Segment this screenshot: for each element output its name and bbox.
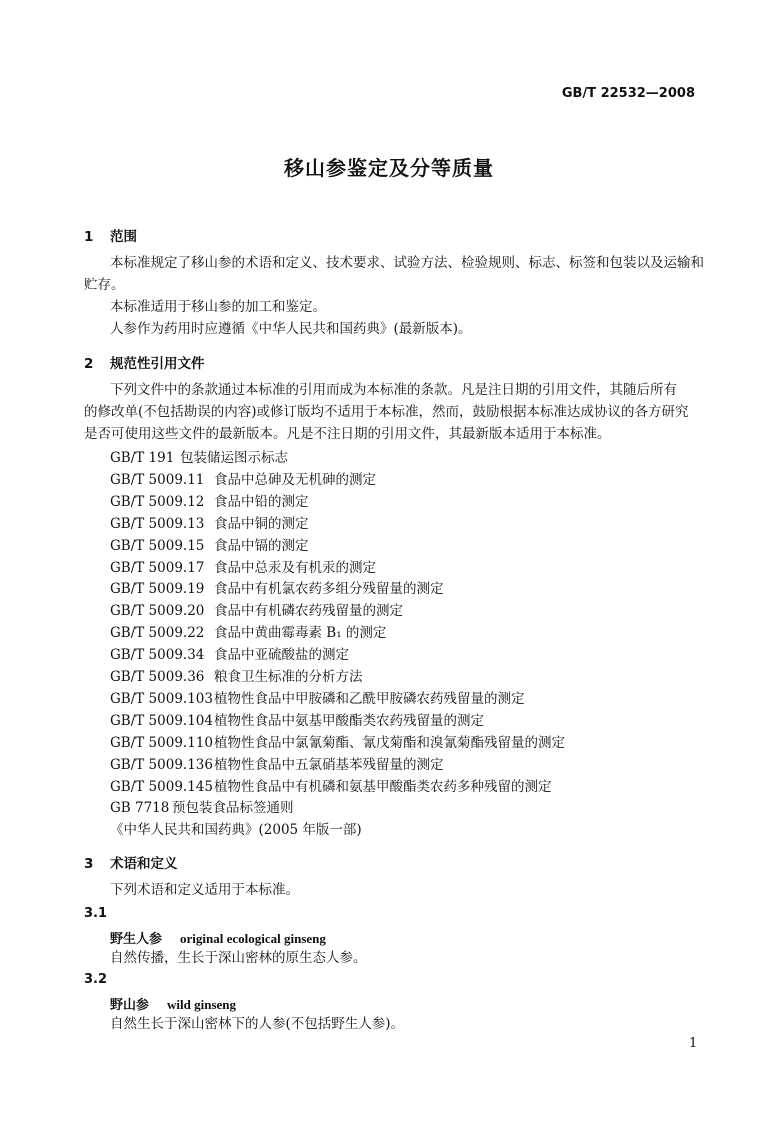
reference-item — [110, 796, 294, 816]
reference-title: 植物性食品中氨基甲酸酯类农药残留量的测定 — [214, 712, 484, 729]
reference-code: GB/T 5009.103 — [110, 690, 213, 707]
reference-code: GB/T 5009.19 — [110, 581, 205, 598]
reference-code: GB/T 191 — [110, 450, 175, 466]
reference-title: 植物性食品中有机磷和氨基甲酸酯类农药多种残留的测定 — [214, 778, 552, 795]
reference-item — [110, 643, 349, 663]
reference-item — [110, 709, 484, 729]
section-number: 3 — [84, 856, 94, 872]
reference-code: GB/T 5009.20 — [110, 603, 205, 620]
sec2-intro-line3: 是否可使用这些文件的最新版本。凡是不注日期的引用文件，其最新版本适用于本标准。 — [84, 426, 611, 442]
reference-title: 植物性食品中甲胺磷和乙酰甲胺磷农药残留量的测定 — [214, 690, 525, 707]
reference-item — [110, 599, 403, 619]
section-number: 1 — [84, 229, 94, 245]
section-3-heading — [84, 852, 178, 872]
term-name-cn: 野山参 — [110, 998, 150, 1013]
reference-item — [110, 534, 309, 554]
reference-code: GB/T 5009.13 — [110, 515, 205, 532]
reference-code: GB/T 5009.110 — [110, 734, 213, 751]
reference-item — [110, 621, 386, 641]
sec1-para3: 人参作为药用时应遵循《中华人民共和国药典》(最新版本)。 — [110, 321, 472, 337]
reference-item — [110, 687, 525, 707]
section-title: 范围 — [110, 229, 137, 245]
reference-code: GB/T 5009.104 — [110, 712, 213, 729]
reference-code: GB/T 5009.11 — [110, 471, 205, 488]
reference-item — [110, 753, 444, 773]
section-1-heading — [84, 225, 137, 245]
reference-item — [110, 731, 565, 751]
reference-title: 食品中黄曲霉毒素 B₁ 的测定 — [214, 625, 387, 642]
section-title: 规范性引用文件 — [110, 356, 205, 372]
term-definition: 自然生长于深山密林下的人参(不包括野生人参)。 — [110, 1016, 405, 1032]
reference-code: GB/T 5009.145 — [110, 778, 213, 795]
sec3-intro: 下列术语和定义适用于本标准。 — [110, 882, 299, 898]
reference-title: 食品中有机磷农药残留量的测定 — [214, 603, 403, 620]
sec2-intro-line2: 的修改单(不包括勘误的内容)或修订版均不适用于本标准，然而，鼓励根据本标准达成协议的各方研究 — [84, 404, 689, 420]
document-title: 移山参鉴定及分等质量 — [284, 156, 494, 180]
section-2-heading — [84, 352, 205, 372]
reference-code: GB/T 5009.34 — [110, 647, 205, 664]
reference-item — [110, 556, 376, 576]
reference-code: GB/T 5009.12 — [110, 493, 205, 510]
reference-title: 粮食卫生标准的分析方法 — [214, 669, 363, 685]
reference-title: 食品中总汞及有机汞的测定 — [214, 559, 376, 576]
term-name-cn: 野生人参 — [110, 932, 163, 947]
page-number: 1 — [689, 1036, 698, 1051]
reference-title: 植物性食品中氯氰菊酯、氰戊菊酯和溴氰菊酯残留量的测定 — [214, 734, 565, 751]
sec1-para2: 本标准适用于移山参的加工和鉴定。 — [110, 299, 326, 315]
term-definition: 自然传播，生长于深山密林的原生态人参。 — [110, 950, 367, 966]
reference-code: GB/T 5009.17 — [110, 559, 205, 576]
reference-item — [110, 577, 444, 597]
reference-title: 包装储运图示标志 — [180, 450, 288, 466]
reference-code: GB 7718 — [110, 800, 170, 817]
term-name — [110, 994, 236, 1013]
reference-title: 食品中镉的测定 — [214, 537, 309, 554]
sec1-para1-line1: 本标准规定了移山参的术语和定义、技术要求、试验方法、检验规则、标志、标签和包装以及运输和 — [110, 255, 704, 271]
sec2-intro-line1: 下列文件中的条款通过本标准的引用而成为本标准的条款。凡是注日期的引用文件，其随后所有 — [110, 382, 677, 398]
reference-title: 食品中总砷及无机砷的测定 — [214, 471, 376, 488]
sec1-para1-line2: 贮存。 — [84, 277, 125, 293]
reference-title: 预包装食品标签通则 — [172, 800, 294, 817]
reference-code: GB/T 5009.15 — [110, 537, 205, 554]
reference-item — [110, 665, 363, 685]
reference-code: GB/T 5009.36 — [110, 669, 205, 685]
reference-item — [110, 775, 552, 795]
reference-title: 食品中有机氯农药多组分残留量的测定 — [214, 581, 444, 598]
reference-title: 食品中铅的测定 — [214, 493, 309, 510]
term-name — [110, 928, 326, 947]
reference-title: 植物性食品中五氯硝基苯残留量的测定 — [214, 756, 444, 773]
reference-code: GB/T 5009.136 — [110, 756, 213, 773]
standard-code: GB/T 22532—2008 — [561, 86, 695, 101]
section-title: 术语和定义 — [110, 856, 178, 872]
term-number: 3.2 — [84, 972, 108, 987]
term-name-en: wild ginseng — [167, 997, 237, 1012]
reference-item — [110, 446, 288, 466]
pharmacopoeia-reference: 《中华人民共和国药典》(2005 年版一部) — [110, 822, 362, 838]
reference-item — [110, 490, 309, 510]
section-number: 2 — [84, 356, 94, 372]
term-name-en: original ecological ginseng — [180, 931, 326, 946]
reference-title: 食品中亚硫酸盐的测定 — [214, 647, 349, 664]
reference-title: 食品中铜的测定 — [214, 515, 309, 532]
term-number: 3.1 — [84, 906, 108, 921]
reference-code: GB/T 5009.22 — [110, 625, 205, 642]
reference-item — [110, 468, 376, 488]
reference-item — [110, 512, 309, 532]
